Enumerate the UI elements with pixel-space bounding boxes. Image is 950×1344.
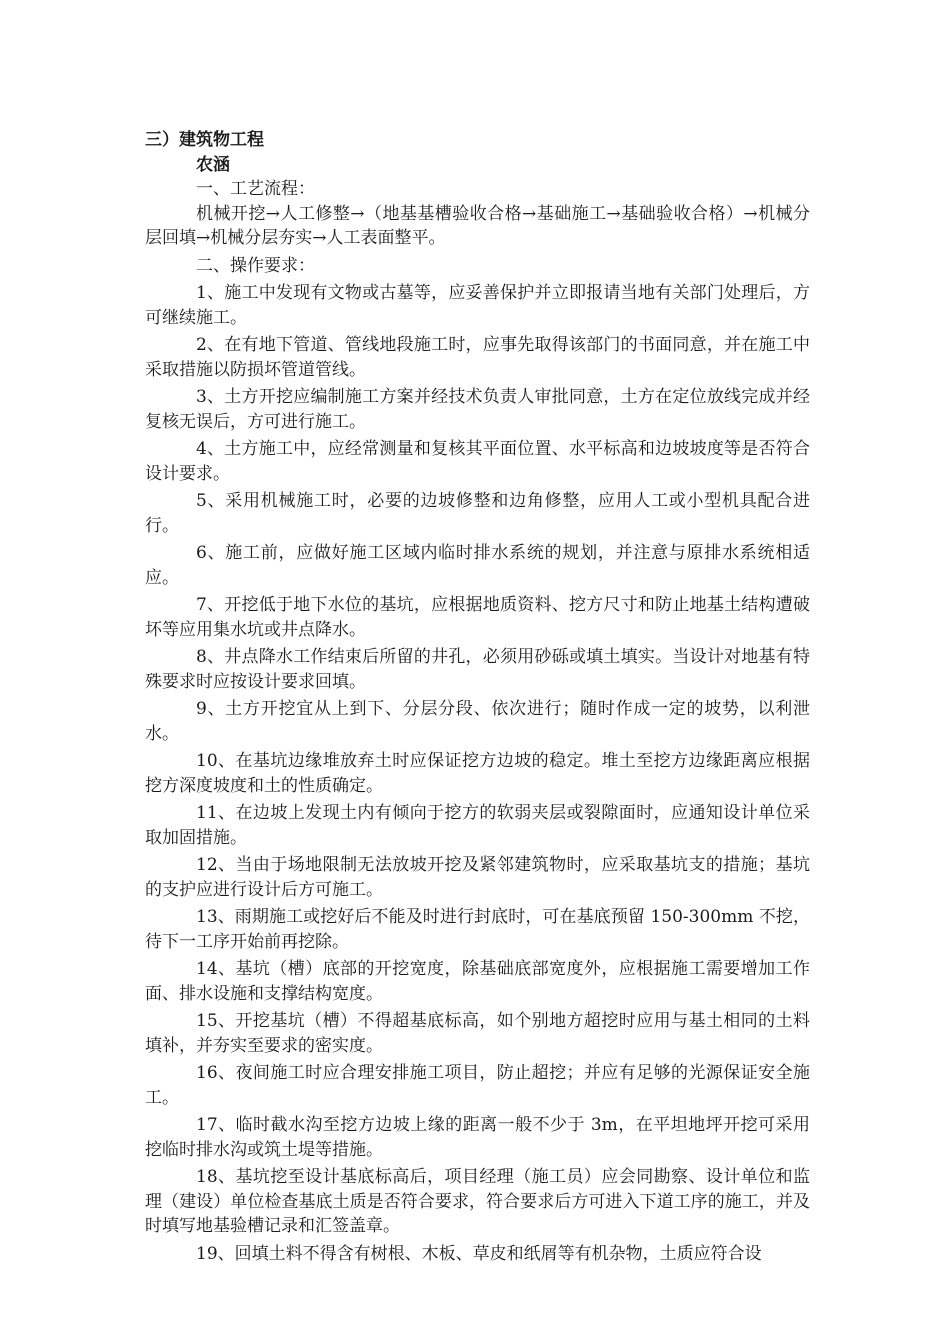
list-item: 8、井点降水工作结束后所留的井孔，必须用砂砾或填土填实。当设计对地基有特殊要求时应按设计要求回填。 [145,647,810,692]
list-item: 4、土方施工中，应经常测量和复核其平面位置、水平标高和边坡坡度等是否符合设计要求。 [145,439,810,484]
list-item: 2、在有地下管道、管线地段施工时，应事先取得该部门的书面同意，并在施工中采取措施以防损坏管道管线。 [145,335,810,380]
list-item: 13、雨期施工或挖好后不能及时进行封底时，可在基底预留 150-300mm 不挖，待下一工序开始前再挖除。 [145,907,810,952]
list-item: 1、施工中发现有文物或古墓等，应妥善保护并立即报请当地有关部门处理后，方可继续施工。 [145,283,810,328]
list-item: 6、施工前，应做好施工区域内临时排水系统的规划，并注意与原排水系统相适应。 [145,543,810,588]
list-item: 16、夜间施工时应合理安排施工项目，防止超挖；并应有足够的光源保证安全施工。 [145,1063,810,1108]
list-item: 7、开挖低于地下水位的基坑，应根据地质资料、挖方尺寸和防止地基土结构遭破坏等应用集水坑或井点降水。 [145,595,810,640]
list-item: 19、回填土料不得含有树根、木板、草皮和纸屑等有机杂物，土质应符合设 [196,1243,762,1264]
section-title: 三）建筑物工程 [145,130,264,150]
requirements-heading: 二、操作要求： [196,255,315,276]
list-item: 12、当由于场地限制无法放坡开挖及紧邻建筑物时，应采取基坑支的措施；基坑的支护应进行设计后方可施工。 [145,855,810,900]
list-item: 15、开挖基坑（槽）不得超基底标高，如个别地方超挖时应用与基土相同的土料填补，并夯实至要求的密实度。 [145,1011,810,1056]
list-item: 11、在边坡上发现土内有倾向于挖方的软弱夹层或裂隙面时，应通知设计单位采取加固措施。 [145,803,810,848]
process-heading: 一、工艺流程： [196,179,315,199]
list-item: 3、土方开挖应编制施工方案并经技术负责人审批同意，土方在定位放线完成并经复核无误后，方可进行施工。 [145,387,810,432]
author-name: 农涵 [196,154,230,175]
list-item: 5、采用机械施工时，必要的边坡修整和边角修整，应用人工或小型机具配合进行。 [145,491,810,536]
list-item: 14、基坑（槽）底部的开挖宽度，除基础底部宽度外，应根据施工需要增加工作面、排水设施和支撑结构宽度。 [145,959,810,1004]
list-item: 9、土方开挖宜从上到下、分层分段、依次进行；随时作成一定的坡势，以利泄水。 [145,699,810,744]
list-item: 10、在基坑边缘堆放弃土时应保证挖方边坡的稳定。堆土至挖方边缘距离应根据挖方深度坡度和土的性质确定。 [145,751,810,796]
list-item: 17、临时截水沟至挖方边坡上缘的距离一般不少于 3m，在平坦地坪开挖可采用挖临时排水沟或筑土堤等措施。 [145,1115,810,1160]
document-page [145,128,810,1269]
process-text: 机械开挖→人工修整→（地基基槽验收合格→基础施工→基础验收合格）→机械分层回填→机械分层夯实→人工表面整平。 [145,203,810,248]
requirements-list [145,281,810,1266]
list-item: 18、基坑挖至设计基底标高后，项目经理（施工员）应会同勘察、设计单位和监理（建设）单位检查基底土质是否符合要求，符合要求后方可进入下道工序的施工，并及时填写地基验槽记录和汇签盖章。 [145,1167,810,1236]
